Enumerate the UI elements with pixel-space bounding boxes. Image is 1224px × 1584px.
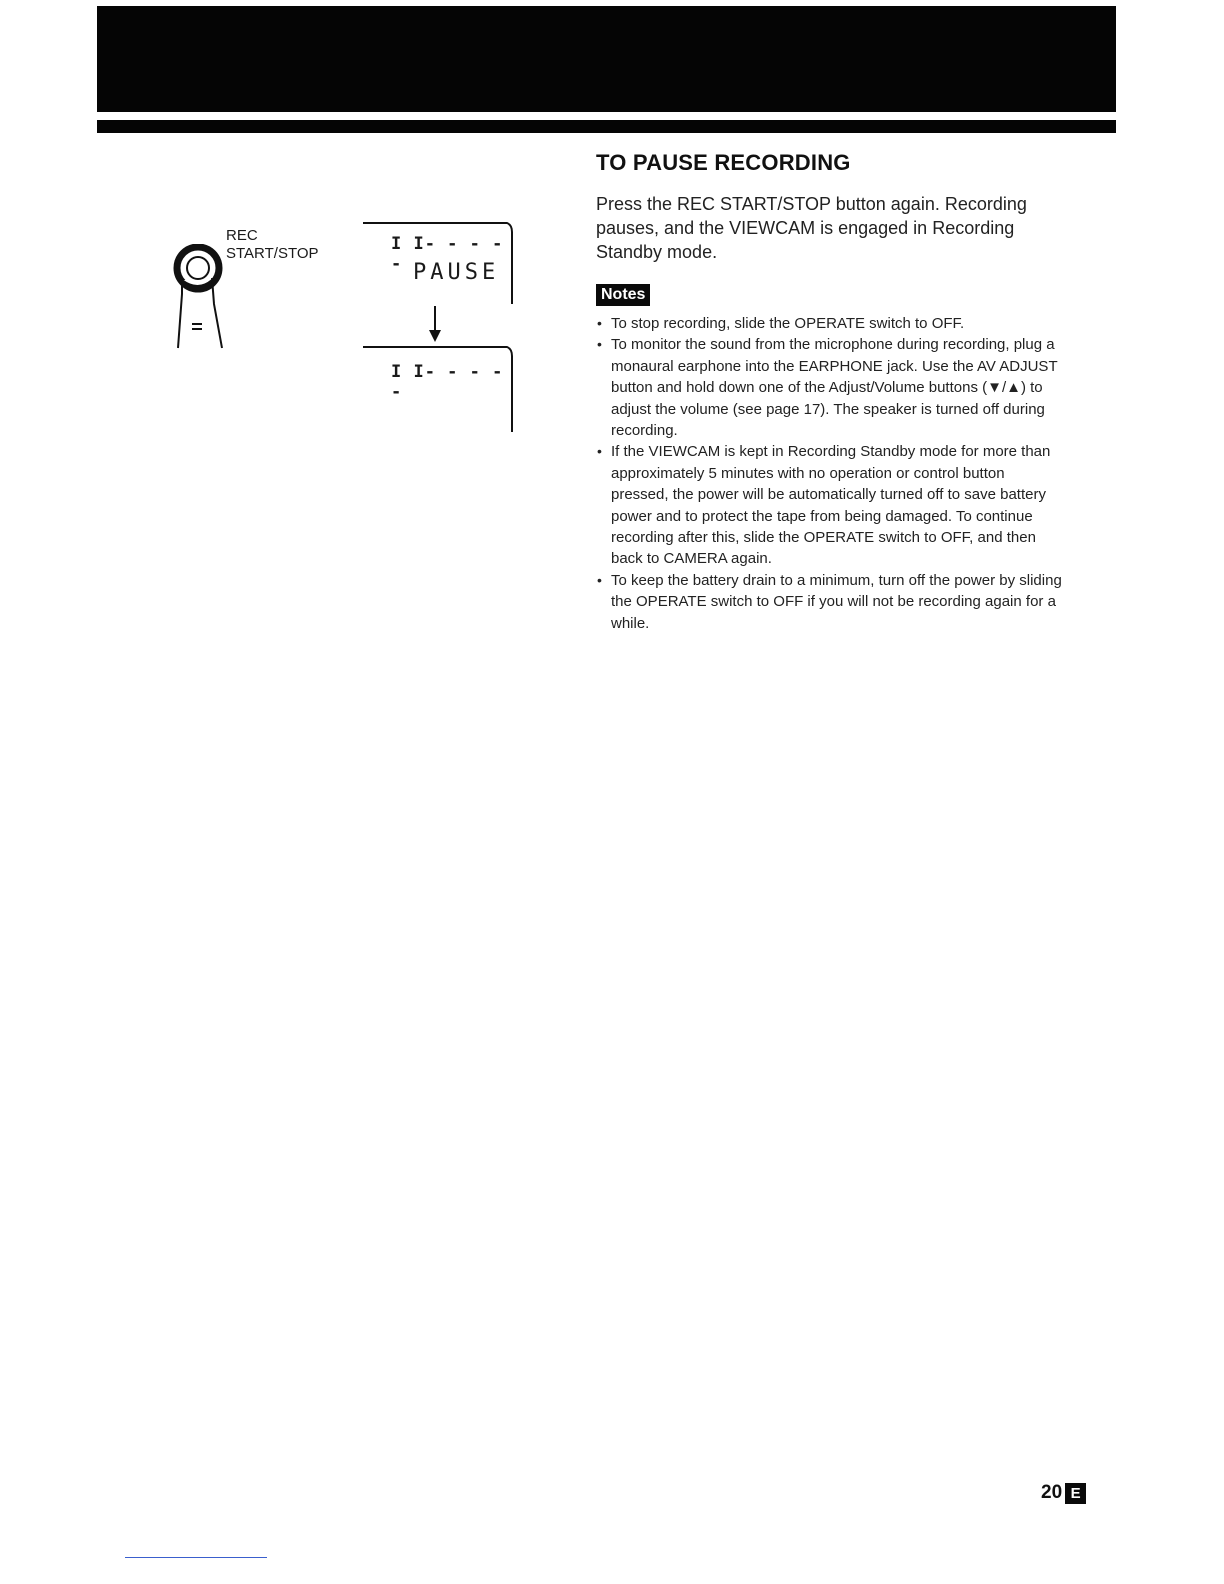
header-banner [97, 6, 1116, 112]
rec-start-stop-label: REC START/STOP [226, 227, 319, 262]
header-rule [97, 120, 1116, 133]
note-item: • If the VIEWCAM is kept in Recording Standby mode for more than approximately 5 minutes with no operation or control button pressed, the power will be automatically turned off to save battery power and to protect the tape from being damaged. To continue recording after this, slide the OPERATE switch to OFF, and then back to CAMERA again. [596, 441, 1066, 569]
note-item: • To monitor the sound from the microphone during recording, plug a monaural earphone into the EARPHONE jack. Use the AV ADJUST button and hold down one of the Adjust/Volume buttons (▼/▲) to adjust the volume (see page 17). The speaker is turned off during recording. [596, 334, 1066, 441]
lcd-pause-display [363, 220, 513, 304]
note-item: • To stop recording, slide the OPERATE switch to OFF. [596, 313, 1066, 334]
footer-line [125, 1557, 267, 1558]
finger-pressing-button-icon [168, 244, 228, 354]
page-number-text: 20 [1041, 1482, 1063, 1503]
language-badge: E [1065, 1483, 1086, 1504]
section-title: TO PAUSE RECORDING [596, 150, 851, 175]
pause-illustration [160, 200, 540, 460]
pause-indicator: I I- - - - - [391, 234, 504, 274]
notes-badge: Notes [596, 284, 650, 306]
page-number [1041, 1482, 1086, 1504]
main-content [596, 150, 1066, 634]
lcd-standby-display [363, 342, 513, 432]
down-arrow-icon [425, 304, 445, 344]
pause-text: PAUSE [413, 260, 500, 285]
standby-indicator: I I- - - - - [391, 362, 504, 402]
notes-list [596, 313, 1066, 634]
intro-paragraph: Press the REC START/STOP button again. Recording pauses, and the VIEWCAM is engaged in Recording Standby mode. [596, 194, 1027, 262]
note-item: • To keep the battery drain to a minimum, turn off the power by sliding the OPERATE switch to OFF if you will not be recording again for a while. [596, 570, 1066, 634]
